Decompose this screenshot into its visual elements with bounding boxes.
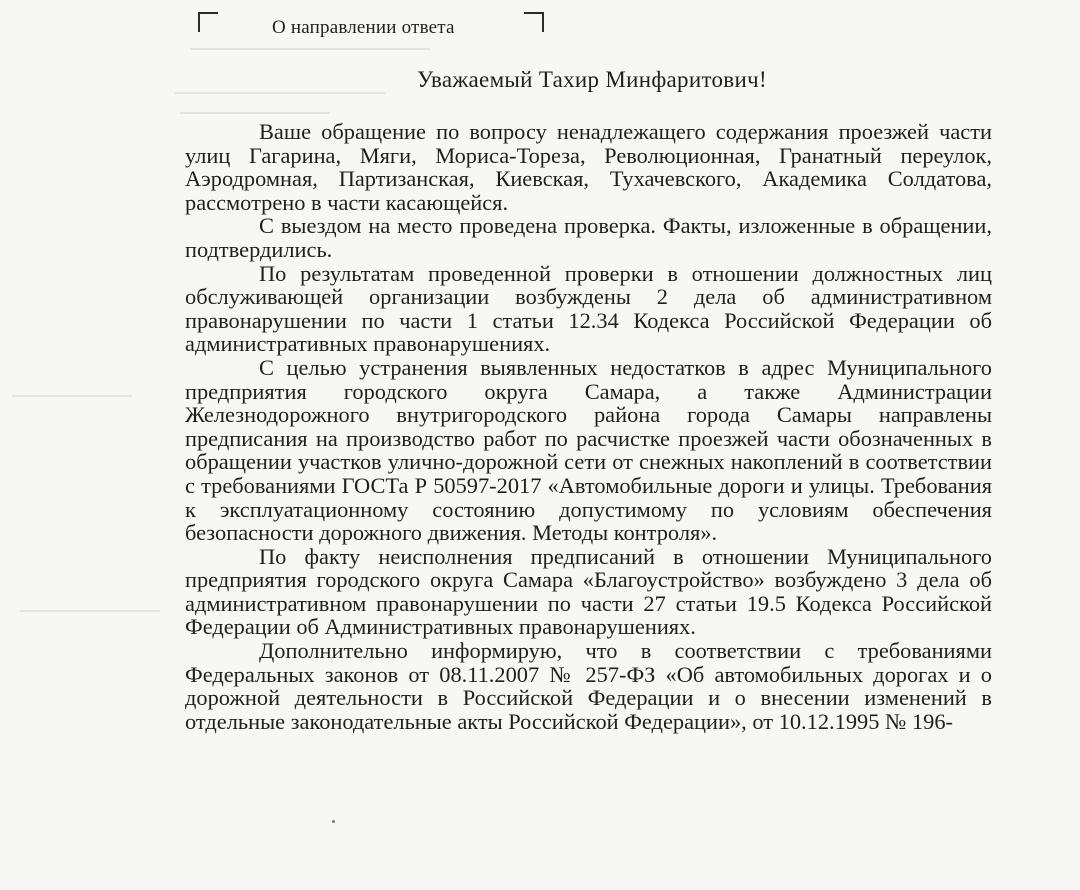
- bleed-through-mark: [180, 112, 330, 114]
- letter-body: [185, 120, 992, 733]
- letter-salutation: Уважаемый Тахир Минфаритович!: [417, 67, 767, 92]
- address-bracket-left: [198, 12, 218, 32]
- scan-speck: [332, 820, 335, 823]
- letter-subject: О направлении ответа: [272, 17, 455, 38]
- address-bracket-right: [524, 12, 544, 32]
- paragraph-complaint: Ваше обращение по вопросу ненадлежащего содержания проезжей части улиц Гагарина, Мяги, Мориса-Тореза, Революционная, Гранатный переулок, Аэродромная, Партизанская, Киевская, Тухачевского, Академика Солдатова, рассмотрено в части касающейся.: [185, 119, 992, 215]
- bleed-through-mark: [12, 395, 132, 397]
- bleed-through-mark: [190, 48, 430, 50]
- paragraph-inspection: С выездом на место проведена проверка. Факты, изложенные в обращении, подтвердились.: [185, 213, 992, 262]
- paragraph-cases-19-5: По факту неисполнения предписаний в отношении Муниципального предприятия городского округа Самара «Благоустройство» возбуждено 3 дела об административном правонарушении по части 27 статьи 19.5 Кодекса Российской Федерации об Административных правонарушениях.: [185, 543, 992, 640]
- bleed-through-mark: [175, 92, 385, 94]
- paragraph-additional-info: Дополнительно информирую, что в соответствии с требованиями Федеральных законов от 08.11.2007 № 257-ФЗ «Об автомобильных дорогах и о дорожной деятельности в Российской Федерации и о внесении изменений в отдельные законодательные акты Российской Федерации», от 10.12.1995 № 196-: [185, 638, 992, 734]
- bleed-through-mark: [20, 610, 160, 612]
- paragraph-orders: С целью устранения выявленных недостатков в адрес Муниципального предприятия городского округа Самара, а также Администрации Железнодорожного внутригородского района города Самары направлены предписания на производство работ по расчистке проезжей части обозначенных в обращении участков улично-дорожной сети от снежных накоплений в соответствии с требованиями ГОСТа Р 50597-2017 «Автомобильные дороги и улицы. Требования к эксплуатационному состоянию допустимому по условиям обеспечения безопасности дорожного движения. Методы контроля».: [185, 354, 992, 546]
- paragraph-cases-12-34: По результатам проведенной проверки в отношении должностных лиц обслуживающей организации возбуждены 2 дела об административном правонарушении по части 1 статьи 12.34 Кодекса Российской Федерации об административных правонарушениях.: [185, 260, 992, 357]
